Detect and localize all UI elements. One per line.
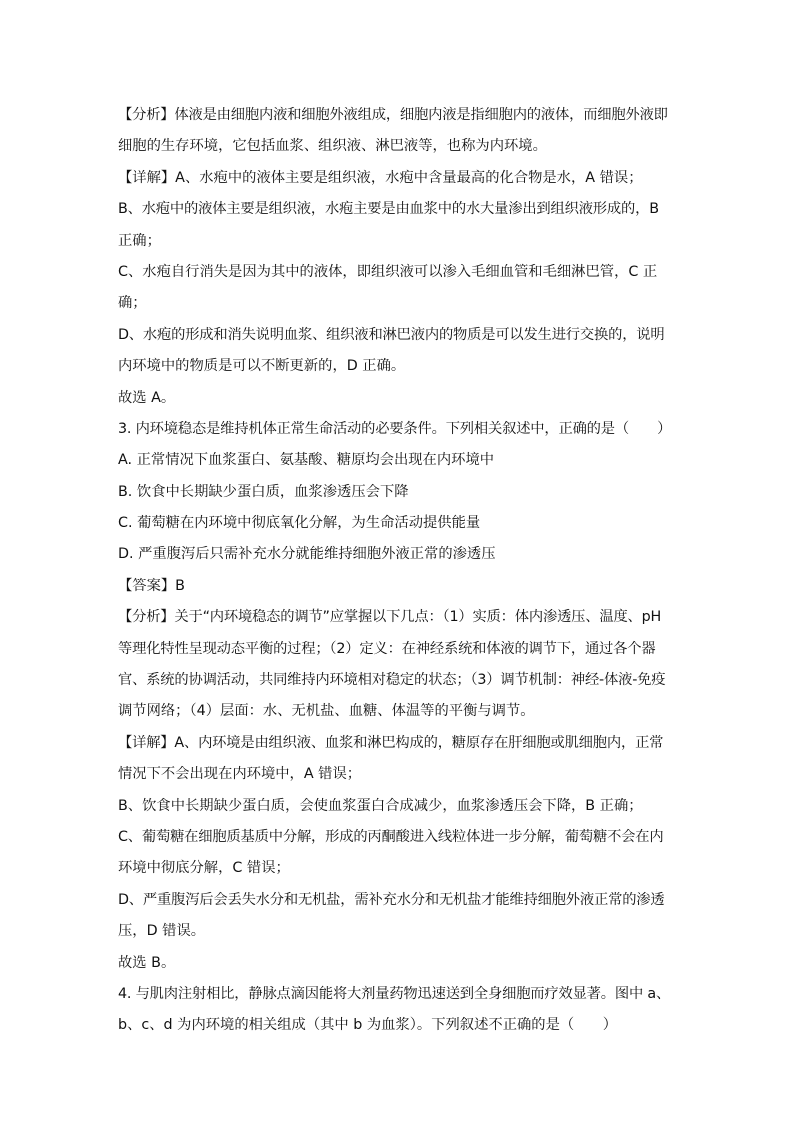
text-line: 确； (118, 295, 147, 312)
question-4-stem: 4. 与肌肉注射相比，静脉点滴因能将大剂量药物迅速送到全身细胞而疗效显著。图中 a、 (118, 985, 671, 1002)
text-line: 【分析】体液是由细胞内液和细胞外液组成，细胞内液是指细胞内的液体，而细胞外液即 (118, 107, 668, 123)
question-3-option-d: D. 严重腹泻后只需补充水分就能维持细胞外液正常的渗透压 (118, 546, 496, 563)
text-line: D、水疱的形成和消失说明血浆、组织液和淋巴液内的物质是可以发生进行交换的，说明 (118, 326, 665, 343)
text-line: 等理化特性呈现动态平衡的过程；（2）定义：在神经系统和体液的调节下，通过各个器 (118, 640, 656, 657)
question-3-option-c: C. 葡萄糖在内环境中彻底氧化分解，为生命活动提供能量 (118, 515, 481, 532)
text-line: 官、系统的协调活动，共同维持内环境相对稳定的状态；（3）调节机制：神经-体液-免疫 (118, 672, 666, 689)
text-line: 故选 A。 (118, 389, 176, 406)
text-line: 细胞的生存环境，它包括血浆、组织液、淋巴液等，也称为内环境。 (118, 138, 547, 155)
question-3-option-a: A. 正常情况下血浆蛋白、氨基酸、糖原均会出现在内环境中 (118, 452, 495, 469)
text-line: 环境中彻底分解，C 错误； (118, 860, 290, 877)
question-3-option-b: B. 饮食中长期缺少蛋白质，血浆渗透压会下降 (118, 483, 409, 500)
text-line: 【分析】关于“内环境稳态的调节”应掌握以下几点：（1）实质：体内渗透压、温度、pH (118, 609, 662, 626)
question-3-answer: 【答案】B (118, 577, 185, 594)
text-line: 正确； (118, 232, 161, 249)
text-line: C、水疱自行消失是因为其中的液体，即组织液可以渗入毛细血管和毛细淋巴管，C 正 (118, 263, 658, 280)
text-line: 压，D 错误。 (118, 923, 206, 940)
document-body (118, 100, 678, 1042)
text-line: 内环境中的物质是可以不断更新的，D 正确。 (118, 358, 406, 375)
text-line: 情况下不会出现在内环境中，A 错误； (118, 766, 362, 783)
question-3-stem: 3. 内环境稳态是维持机体正常生命活动的必要条件。下列相关叙述中，正确的是（ ） (118, 420, 672, 437)
text-line: D、严重腹泻后会丢失水分和无机盐，需补充水分和无机盐才能维持细胞外液正常的渗透 (118, 891, 665, 908)
text-line: B、饮食中长期缺少蛋白质，会使血浆蛋白合成减少，血浆渗透压会下降，B 正确； (118, 797, 643, 814)
text-line: C、葡萄糖在细胞质基质中分解，形成的丙酮酸进入线粒体进一步分解，葡萄糖不会在内 (118, 828, 664, 845)
text-line: 调节网络；（4）层面：水、无机盐、血糖、体温等的平衡与调节。 (118, 703, 535, 720)
text-line: 【详解】A、水疱中的液体主要是组织液，水疱中含量最高的化合物是水，A 错误； (118, 169, 643, 186)
text-line: B、水疱中的液体主要是组织液，水疱主要是由血浆中的水大量渗出到组织液形成的，B (118, 201, 659, 218)
question-4-stem-continued: b、c、d 为内环境的相关组成（其中 b 为血浆）。下列叙述不正确的是（ ） (118, 1017, 618, 1034)
text-line: 故选 B。 (118, 954, 176, 971)
text-line: 【详解】A、内环境是由组织液、血浆和淋巴构成的，糖原存在肝细胞或肌细胞内，正常 (118, 734, 664, 751)
